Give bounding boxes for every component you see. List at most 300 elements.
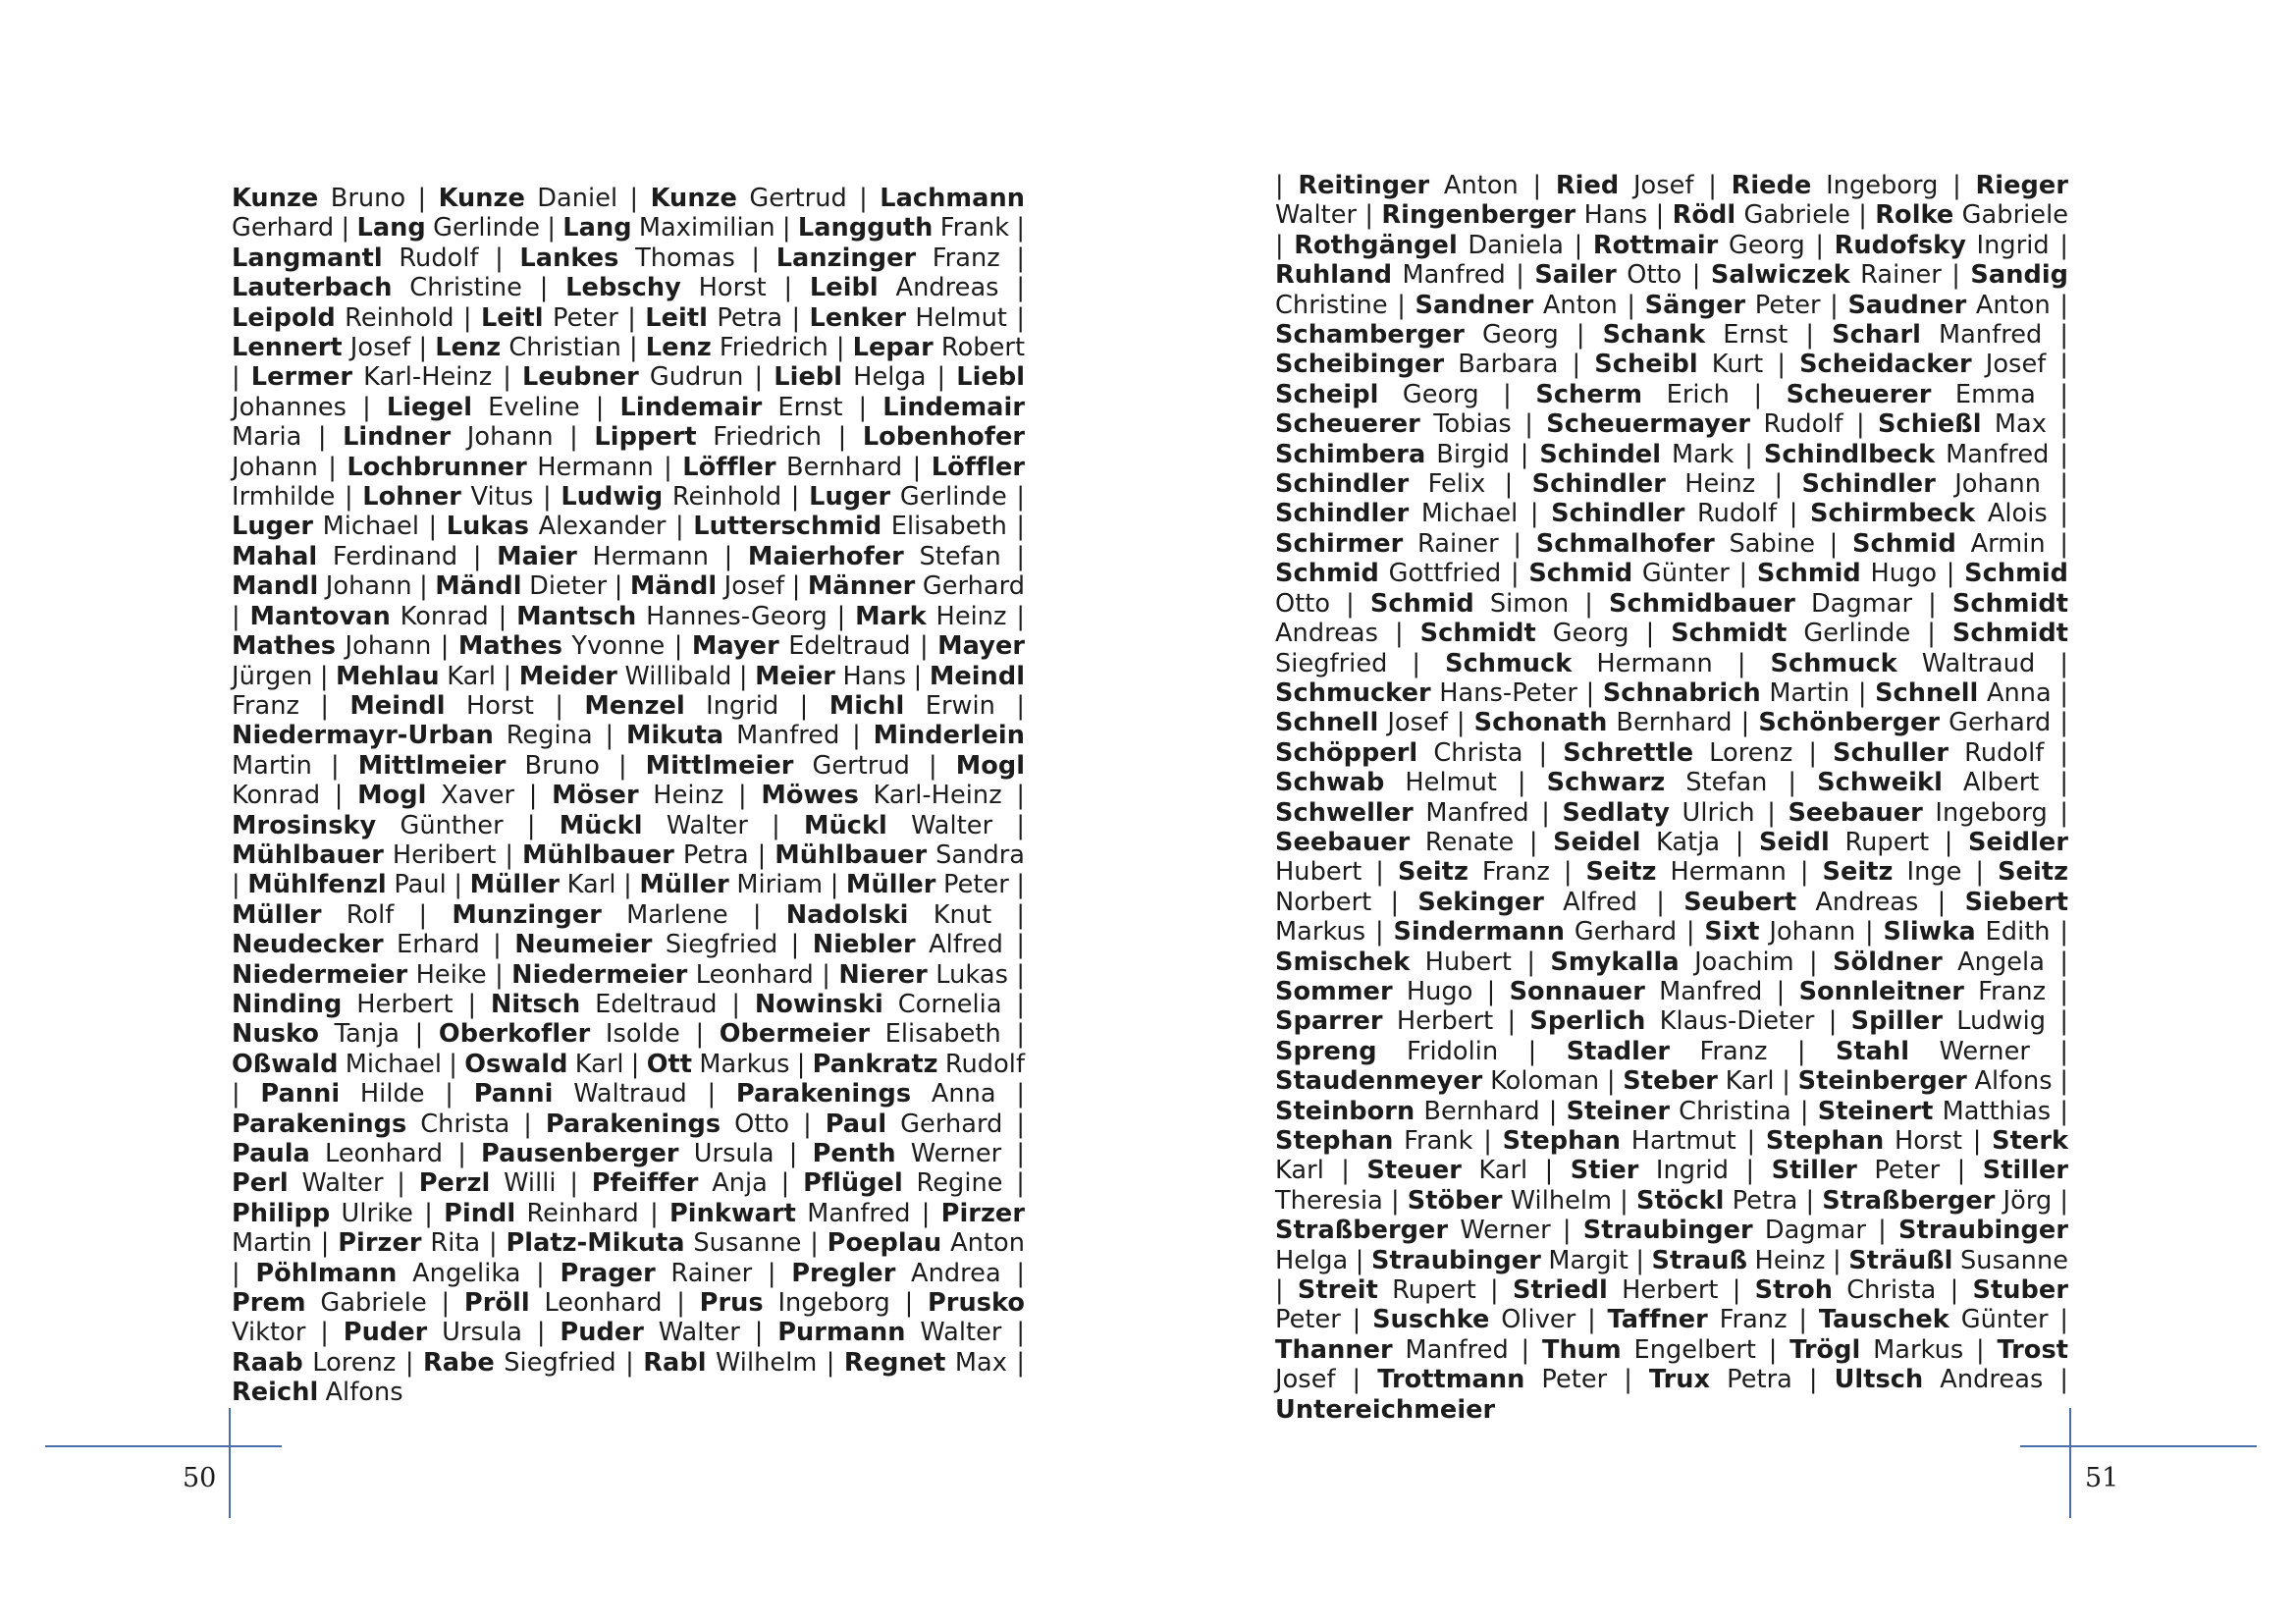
name-entry [1275, 1335, 1509, 1365]
surname: Thum [1541, 1334, 1622, 1365]
name-entry [1758, 708, 2051, 737]
surname: Nitsch [490, 989, 581, 1019]
given-name: Ulrich [1682, 797, 1755, 828]
name-entry [1671, 619, 1910, 648]
surname: Schindler [1275, 499, 1410, 529]
name-entry [1275, 499, 1518, 528]
name-entry [1298, 171, 1518, 200]
given-name: Renate [1424, 827, 1515, 857]
separator: | [534, 690, 585, 721]
name-entry [1704, 917, 1855, 947]
name-entry [1275, 1216, 1551, 1245]
name-entry [435, 571, 607, 601]
separator: | [777, 930, 813, 960]
separator: | [662, 1288, 700, 1319]
surname: Scheipl [1275, 379, 1379, 409]
name-entry [1415, 291, 1617, 320]
surname: Niedermeier [232, 959, 408, 990]
given-name: Edith [1985, 917, 2051, 947]
given-name: Elisabeth [884, 1019, 1001, 1050]
separator: | [734, 243, 776, 273]
right-page [1148, 0, 2296, 1624]
given-name: Ferdinand [332, 541, 458, 571]
given-name: Maria [232, 422, 302, 453]
separator: | [1912, 588, 1952, 619]
surname: Straubinger [1898, 1216, 2068, 1246]
name-entry [232, 512, 419, 541]
surname: Seebauer [1275, 827, 1411, 857]
surname: Schnabrich [1602, 677, 1761, 708]
separator: | [1575, 1305, 1608, 1335]
separator: | [301, 422, 344, 453]
surname: Schamberger [1275, 320, 1465, 351]
surname: Sekinger [1417, 887, 1544, 917]
separator: | [334, 213, 357, 244]
separator: | [1791, 1365, 1835, 1395]
separator: | [1734, 439, 1764, 469]
surname: Raab [232, 1347, 303, 1378]
separator: | [1729, 559, 1757, 589]
surname: Sperlich [1529, 1006, 1646, 1037]
given-name: Thomas [635, 243, 735, 273]
surname: Rabe [422, 1347, 495, 1378]
given-name: Margit [1548, 1245, 1629, 1275]
given-name: Ingeborg [1935, 797, 2048, 828]
name-entry [255, 1259, 520, 1288]
name-entry [1645, 291, 1821, 320]
separator: | [842, 392, 883, 422]
separator: | [709, 541, 748, 571]
given-name: Josef [1387, 708, 1448, 738]
page-number: 51 [2085, 1463, 2119, 1493]
given-name: Hans [1583, 200, 1648, 231]
name-entry [1275, 678, 1577, 708]
name-entry [1875, 200, 2068, 230]
given-name: Ingrid [1976, 230, 2050, 260]
given-name: Dieter [529, 571, 608, 602]
separator: | [1539, 1096, 1567, 1126]
given-name: Gerhard [1574, 917, 1678, 947]
separator: | [1378, 619, 1420, 649]
given-name: Siegfried [1275, 648, 1388, 678]
name-entry [1852, 529, 2046, 559]
separator: | [2051, 1096, 2068, 1126]
surname: Luger [232, 512, 314, 542]
name-entry [1398, 857, 1550, 887]
separator: | [1550, 1216, 1583, 1246]
given-name: Karl [574, 1049, 624, 1079]
name-entry [357, 781, 514, 810]
surname: Trost [1997, 1334, 2069, 1365]
name-list [232, 184, 1025, 1408]
given-name: Rudolf [944, 1049, 1026, 1079]
surname: Sterk [1992, 1126, 2069, 1156]
surname: Mogl [357, 781, 427, 811]
separator: | [1793, 947, 1834, 977]
surname: Pregler [791, 1258, 896, 1288]
separator: | [1001, 1139, 1026, 1168]
name-entry [1732, 171, 1939, 200]
separator: | [1447, 708, 1474, 738]
name-list [1275, 171, 2068, 1425]
given-name: Peter [1541, 1365, 1608, 1395]
given-name: Karl [1725, 1066, 1775, 1097]
given-name: Robert [940, 333, 1026, 363]
surname: Nusko [232, 1019, 320, 1050]
surname: Mantsch [516, 601, 637, 631]
name-entry [826, 1110, 1003, 1139]
surname: Mehlau [336, 661, 440, 691]
given-name: Miriam [736, 870, 824, 900]
surname: Löffler [931, 452, 1026, 482]
given-name: Hans [842, 661, 907, 691]
surname: Panni [260, 1079, 341, 1110]
given-name: Günter [1641, 559, 1730, 589]
given-name: Alexander [538, 512, 667, 542]
given-name: Hilde [359, 1079, 425, 1110]
separator: | [1518, 499, 1552, 529]
surname: Niebler [812, 930, 916, 960]
surname: Mückl [559, 810, 643, 840]
given-name: Norbert [1275, 887, 1372, 917]
given-name: Heribert [392, 839, 497, 870]
given-name: Ernst [777, 392, 843, 422]
surname: Stöckl [1635, 1185, 1725, 1216]
crop-mark-vertical [229, 1408, 231, 1518]
surname: Schmidt [1951, 588, 2069, 619]
separator: | [454, 302, 481, 333]
surname: Luger [809, 482, 891, 513]
given-name: Isolde [605, 1019, 680, 1050]
separator: | [1910, 619, 1952, 649]
separator: | [496, 661, 519, 691]
name-entry [344, 1318, 522, 1347]
separator: | [1472, 976, 1510, 1006]
given-name: Christian [508, 333, 621, 363]
name-entry [1546, 409, 1842, 439]
separator: | [347, 392, 387, 422]
given-name: Franz [932, 243, 1000, 273]
separator: | [1362, 857, 1398, 888]
surname: Mühlfenzl [247, 870, 387, 900]
surname: Parakenings [735, 1079, 912, 1110]
name-entry [853, 333, 1025, 362]
surname: Steinberger [1797, 1066, 1967, 1097]
surname: Lachmann [880, 184, 1025, 213]
given-name: Bruno [524, 750, 600, 781]
surname: Sindermann [1393, 917, 1566, 947]
separator: | [909, 750, 956, 781]
name-entry [626, 721, 839, 750]
given-name: Werner [910, 1139, 1002, 1168]
given-name: Michael [1420, 499, 1519, 529]
separator: | [2051, 708, 2069, 738]
name-entry [1513, 1275, 1719, 1305]
given-name: Manfred [1402, 260, 1506, 291]
surname: Mückl [803, 810, 887, 840]
name-entry [786, 900, 991, 930]
surname: Straßberger [1822, 1185, 1996, 1216]
name-entry [1623, 1066, 1774, 1096]
name-entry [1275, 977, 1472, 1006]
surname: Lukas [446, 512, 530, 542]
separator: | [1720, 827, 1759, 857]
surname: Parakenings [232, 1109, 407, 1139]
given-name: Leonhard [325, 1139, 444, 1168]
separator: | [2044, 947, 2068, 977]
given-name: Max [1994, 409, 2047, 440]
surname: Taffner [1607, 1305, 1708, 1335]
name-entry [1772, 1156, 1941, 1185]
given-name: Bernhard [1423, 1096, 1540, 1126]
given-name: Ludwig [1956, 1006, 2047, 1037]
surname: Seidler [1968, 827, 2069, 857]
name-entry [791, 1259, 1001, 1288]
surname: Schmid [1275, 559, 1379, 589]
separator: | [653, 452, 683, 482]
surname: Paula [232, 1139, 310, 1168]
name-entry [693, 512, 1007, 541]
surname: Lebschy [565, 273, 681, 303]
surname: Mändl [629, 571, 718, 602]
surname: Mittlmeier [645, 750, 794, 781]
given-name: Hubert [1424, 947, 1512, 977]
name-entry [1275, 1126, 1473, 1156]
name-entry [1275, 380, 1479, 409]
given-name: Gabriele [320, 1288, 427, 1319]
surname: Kunze [438, 184, 525, 213]
surname: Poeplau [827, 1228, 942, 1259]
name-entry [362, 482, 533, 512]
separator: | [1929, 827, 1969, 857]
given-name: Georg [1552, 619, 1629, 649]
given-name: Hartmut [1630, 1126, 1736, 1156]
given-name: Stefan [919, 541, 1001, 571]
surname: Söldner [1833, 947, 1943, 977]
given-name: Otto [1627, 260, 1682, 291]
name-entry [1757, 559, 1937, 588]
given-name: Leonhard [544, 1288, 663, 1319]
separator: | [2029, 1036, 2069, 1066]
surname: Stöber [1407, 1185, 1503, 1216]
separator: | [503, 810, 560, 840]
surname: Scheuerer [1786, 379, 1932, 409]
surname: Sparrer [1275, 1006, 1383, 1037]
separator: | [1508, 1334, 1542, 1365]
given-name: Alois [1987, 499, 2048, 529]
name-entry [347, 453, 653, 482]
given-name: Hannes-Georg [646, 601, 828, 631]
separator: | [743, 362, 774, 393]
separator: | [1599, 1066, 1624, 1097]
separator: | [1511, 947, 1551, 977]
surname: Prager [560, 1258, 656, 1288]
name-entry [439, 1019, 680, 1049]
surname: Schmuck [1445, 648, 1573, 678]
given-name: Peter [553, 302, 618, 333]
name-entry [232, 1378, 403, 1407]
separator: | [782, 302, 810, 333]
name-entry [1884, 917, 2051, 947]
name-entry [755, 662, 906, 691]
given-name: Michael [322, 512, 420, 542]
surname: Schimbera [1275, 439, 1426, 469]
given-name: Daniel [537, 184, 618, 213]
name-entry [1553, 828, 1720, 857]
surname: Mathes [457, 631, 562, 662]
separator: | [1735, 1126, 1766, 1156]
given-name: Reinhold [345, 302, 454, 333]
surname: Möwes [761, 781, 859, 811]
separator: | [607, 571, 630, 602]
surname: Prem [232, 1288, 306, 1319]
name-entry [1567, 1097, 1791, 1126]
given-name: Joachim [1694, 947, 1794, 977]
given-name: Hugo [1870, 559, 1938, 589]
name-entry [1593, 231, 1805, 260]
separator: | [1000, 1258, 1026, 1288]
name-entry [491, 990, 718, 1019]
given-name: Vitus [470, 482, 534, 513]
given-name: Heinz [1684, 469, 1756, 500]
given-name: Susanne [1959, 1245, 2069, 1275]
given-name: Kurt [1711, 350, 1764, 380]
name-entry [474, 1079, 687, 1109]
name-entry [594, 422, 822, 452]
separator: | [311, 750, 358, 781]
surname: Oßwald [232, 1049, 339, 1079]
given-name: Christa [420, 1109, 510, 1139]
given-name: Simon [1489, 588, 1570, 619]
name-entry [1799, 977, 2047, 1006]
given-name: Gerlinde [433, 213, 541, 244]
separator: | [1774, 1066, 1798, 1097]
surname: Smykalla [1550, 947, 1680, 977]
given-name: Helmut [915, 302, 1007, 333]
surname: Niedermeier [511, 959, 688, 990]
name-entry [561, 482, 781, 512]
surname: Leitl [645, 302, 708, 333]
surname: Langmantl [232, 243, 383, 273]
given-name: Johannes [232, 392, 347, 422]
name-entry [813, 1139, 1002, 1168]
name-entry [522, 362, 743, 392]
name-entry [810, 303, 1007, 333]
separator: | [405, 184, 439, 213]
name-entry [639, 870, 823, 899]
given-name: Willi [504, 1168, 557, 1199]
separator: | [1777, 499, 1810, 529]
given-name: Anton [1975, 290, 2051, 320]
surname: Trögl [1789, 1334, 1861, 1365]
separator: | [1677, 917, 1705, 947]
surname: Munzinger [452, 899, 602, 930]
surname: Steinborn [1275, 1096, 1415, 1126]
name-entry [828, 1228, 1025, 1258]
separator: | [1371, 887, 1418, 917]
given-name: Walter [666, 810, 748, 840]
name-entry [1275, 529, 1499, 559]
name-entry [844, 1348, 1007, 1378]
given-name: Dagmar [1811, 588, 1913, 619]
separator: | [1001, 1318, 1025, 1348]
name-entry [232, 1050, 442, 1079]
given-name: Werner [1460, 1216, 1551, 1246]
given-name: Christa [1433, 737, 1523, 768]
surname: Puder [560, 1318, 644, 1348]
separator: | [846, 184, 881, 213]
separator: | [747, 810, 804, 840]
separator: | [1006, 512, 1026, 542]
separator: | [540, 213, 563, 244]
name-entry [813, 1050, 1025, 1079]
separator: | [1511, 409, 1547, 440]
given-name: Johann [345, 631, 432, 662]
surname: Sixt [1704, 917, 1760, 947]
surname: Perl [232, 1168, 289, 1199]
given-name: Ingrid [1655, 1156, 1730, 1186]
surname: Schießl [1878, 409, 1982, 440]
surname: Sonnleitner [1798, 976, 1964, 1006]
given-name: Erich [1666, 379, 1730, 409]
separator: | [1814, 1006, 1851, 1037]
separator: | [1323, 1156, 1367, 1186]
name-entry [1649, 1365, 1792, 1394]
name-entry [1851, 1006, 2047, 1036]
given-name: Josef [723, 571, 785, 602]
separator: | [1938, 171, 1976, 200]
separator: | [496, 839, 523, 870]
name-entry [232, 303, 454, 333]
name-entry [1547, 768, 1768, 797]
name-entry [232, 1019, 400, 1049]
given-name: Eveline [488, 392, 580, 422]
given-name: Reinhard [526, 1198, 639, 1228]
given-name: Ingeborg [1826, 171, 1939, 200]
name-entry [561, 1259, 753, 1288]
name-entry [1275, 798, 1529, 828]
separator: | [383, 1168, 419, 1199]
separator: | [1549, 857, 1586, 888]
given-name: Maximilian [638, 213, 775, 244]
name-entry [630, 571, 784, 601]
separator: | [1918, 887, 1965, 917]
name-entry [423, 1348, 616, 1378]
separator: | [492, 362, 523, 393]
name-entry [1810, 499, 2048, 528]
given-name: Felix [1427, 469, 1486, 500]
name-entry [643, 1348, 817, 1378]
given-name: Armin [1970, 528, 2046, 559]
name-entry [1787, 380, 2036, 409]
given-name: Barbara [1458, 350, 1559, 380]
name-entry [584, 691, 778, 721]
surname: Steber [1623, 1066, 1718, 1097]
name-entry [1536, 529, 1815, 559]
given-name: Edeltraud [595, 989, 718, 1019]
separator: | [305, 1318, 344, 1348]
given-name: Anja [712, 1168, 768, 1199]
given-name: Alfred [1563, 887, 1638, 917]
surname: Mikuta [625, 721, 724, 751]
name-entry [1789, 1335, 1963, 1365]
name-entry [855, 602, 1006, 631]
surname: Leubner [522, 362, 639, 393]
surname: Stier [1570, 1156, 1639, 1186]
surname: Mayer [691, 631, 779, 662]
given-name: Andreas [1275, 619, 1379, 649]
name-entry [1835, 1365, 2044, 1394]
